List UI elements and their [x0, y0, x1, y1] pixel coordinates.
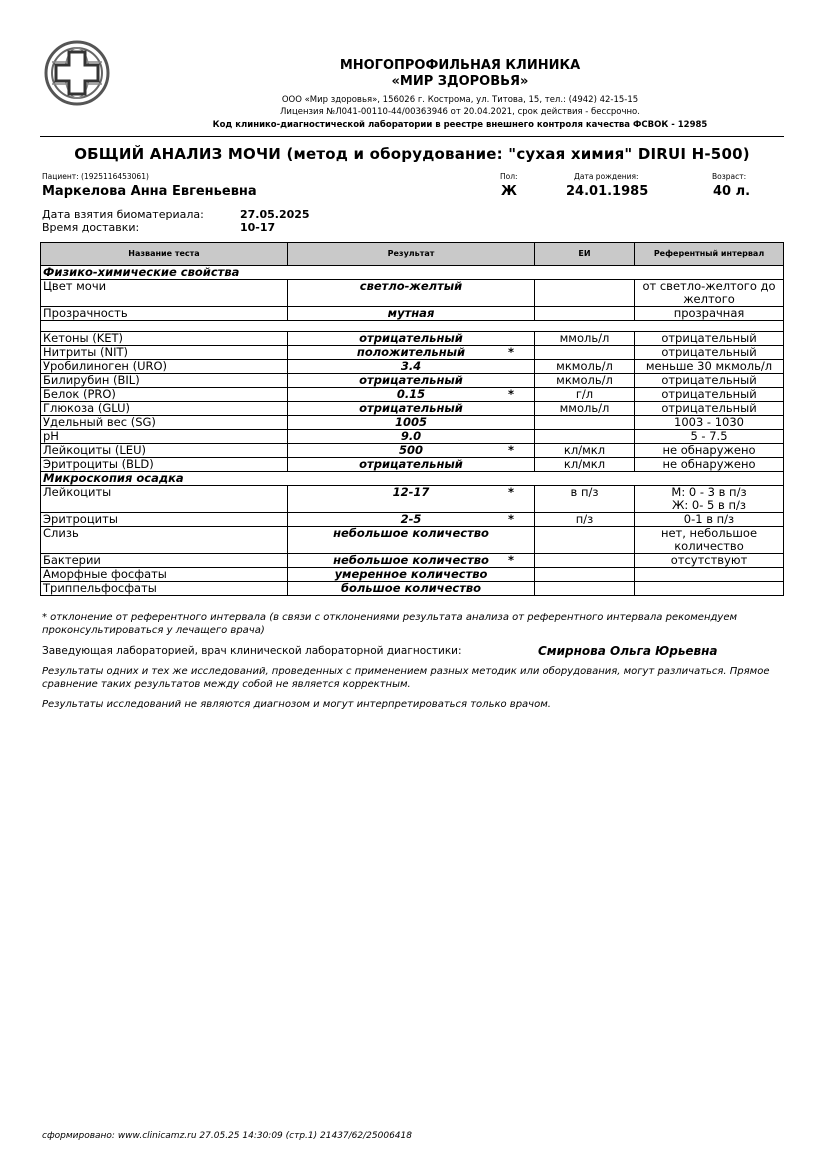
test-name-cell: Бактерии: [41, 554, 288, 568]
report-title: ОБЩИЙ АНАЛИЗ МОЧИ (метод и оборудование: "сухая химия" DIRUI H-500): [74, 145, 750, 163]
sample-date: 27.05.2025: [240, 208, 310, 221]
ref-line: не обнаружено: [662, 443, 756, 457]
clinic-logo: [44, 40, 110, 106]
result-value: небольшое количество: [333, 553, 489, 567]
unit-cell: [535, 416, 635, 430]
ref-cell: [635, 486, 784, 513]
unit-cell: [535, 430, 635, 444]
test-name-cell: pH: [41, 430, 288, 444]
result-cell: [288, 582, 535, 596]
unit-cell: в п/з: [535, 486, 635, 513]
result-value: отрицательный: [359, 457, 463, 471]
clinic-registry: Код клинико-диагностической лаборатории в реестре внешнего контроля качества ФСВОК - 12985: [212, 120, 708, 130]
clinic-name-line2: «МИР ЗДОРОВЬЯ»: [391, 74, 529, 89]
test-name-cell: Глюкоза (GLU): [41, 402, 288, 416]
ref-cell: [635, 458, 784, 472]
ref-cell: [635, 430, 784, 444]
ref-line: отрицательный: [661, 387, 757, 401]
unit-cell: кл/мкл: [535, 458, 635, 472]
unit-cell: кл/мкл: [535, 444, 635, 458]
unit-cell: г/л: [535, 388, 635, 402]
test-name-cell: Белок (PRO): [41, 388, 288, 402]
result-cell: [288, 360, 535, 374]
test-name-cell: Лейкоциты: [41, 486, 288, 513]
ref-line: отрицательный: [661, 331, 757, 345]
section-row: [41, 266, 784, 280]
deviation-flag: *: [507, 512, 514, 526]
test-name-cell: Слизь: [41, 527, 288, 554]
result-value: 1005: [394, 415, 427, 429]
test-name-cell: Кетоны (KET): [41, 332, 288, 346]
ref-line: 0-1 в п/з: [683, 512, 735, 526]
methods-note: Результаты одних и тех же исследований, проведенных с применением разных методик или оборудования, могут различаться. Прямое сравнение таких результатов между собой не является корректным.: [42, 666, 770, 690]
result-cell: [288, 444, 535, 458]
unit-cell: [535, 307, 635, 321]
ref-line: 5 - 7.5: [690, 429, 728, 443]
result-cell: [288, 568, 535, 582]
ref-line: 1003 - 1030: [674, 415, 744, 429]
test-name-cell: Триппельфосфаты: [41, 582, 288, 596]
result-value: 500: [398, 443, 423, 457]
test-name-cell: Эритроциты (BLD): [41, 458, 288, 472]
table-row: [41, 513, 784, 527]
ref-line: прозрачная: [673, 306, 745, 320]
clinic-license: Лицензия №Л041-00110-44/00363946 от 20.04.2021, срок действия - бессрочно.: [280, 107, 640, 117]
deviation-flag: *: [507, 553, 514, 567]
ref-line: отрицательный: [661, 373, 757, 387]
table-row: [41, 360, 784, 374]
result-cell: [288, 430, 535, 444]
clinic-address: ООО «Мир здоровья», 156026 г. Кострома, ул. Титова, 15, тел.: (4942) 42-15-15: [281, 95, 639, 105]
result-value: 9.0: [400, 429, 422, 443]
ref-cell: [635, 416, 784, 430]
result-value: небольшое количество: [333, 526, 489, 540]
results-table: [40, 242, 784, 596]
test-name-cell: Аморфные фосфаты: [41, 568, 288, 582]
dob-label: Дата рождения:: [574, 172, 639, 181]
ref-cell: [635, 582, 784, 596]
test-name-cell: Нитриты (NIT): [41, 346, 288, 360]
table-row: [41, 554, 784, 568]
ref-line: М: 0 - 3 в п/з: [671, 485, 747, 499]
sample-date-label: Дата взятия биоматериала:: [42, 208, 204, 221]
unit-cell: ммоль/л: [535, 332, 635, 346]
table-row: [41, 388, 784, 402]
deviation-flag: *: [507, 345, 514, 359]
result-value: положительный: [356, 345, 466, 359]
table-row: [41, 444, 784, 458]
deviation-note: * отклонение от референтного интервала (в связи с отклонениями результата анализа от референтного интервала рекомендуем проконсультироваться у лечащего врача): [42, 612, 738, 636]
unit-cell: мкмоль/л: [535, 374, 635, 388]
table-row: [41, 280, 784, 307]
head-of-lab-label: Заведующая лабораторией, врач клинической лабораторной диагностики:: [42, 645, 462, 657]
unit-cell: [535, 280, 635, 307]
table-row: [41, 582, 784, 596]
delivery-time: 10-17: [240, 221, 276, 234]
ref-cell: [635, 346, 784, 360]
ref-line: нет, небольшое количество: [660, 526, 758, 553]
table-row: [41, 527, 784, 554]
table-row: [41, 307, 784, 321]
table-row: [41, 346, 784, 360]
table-row: [41, 486, 784, 513]
ref-line: отрицательный: [661, 345, 757, 359]
header-result: Результат: [288, 243, 535, 266]
table-row: [41, 430, 784, 444]
table-header-row: [41, 243, 784, 266]
header-ref: Референтный интервал: [635, 243, 784, 266]
patient-label: Пациент: (1925116453061): [42, 172, 149, 181]
deviation-flag: *: [507, 443, 514, 457]
result-cell: [288, 402, 535, 416]
delivery-time-label: Время доставки:: [42, 221, 140, 234]
blank-row: [41, 321, 784, 332]
ref-cell: [635, 554, 784, 568]
result-cell: [288, 346, 535, 360]
unit-cell: п/з: [535, 513, 635, 527]
unit-cell: [535, 582, 635, 596]
patient-name: Маркелова Анна Евгеньевна: [42, 184, 257, 199]
test-name-cell: Удельный вес (SG): [41, 416, 288, 430]
ref-cell: [635, 568, 784, 582]
result-value: 12-17: [392, 485, 430, 499]
result-cell: [288, 527, 535, 554]
section-row: [41, 472, 784, 486]
result-cell: [288, 280, 535, 307]
table-row: [41, 458, 784, 472]
result-cell: [288, 416, 535, 430]
test-name-cell: Лейкоциты (LEU): [41, 444, 288, 458]
ref-cell: [635, 307, 784, 321]
globe-cross-icon: [44, 40, 110, 106]
ref-line: отсутствуют: [670, 553, 748, 567]
ref-cell: [635, 360, 784, 374]
header-test-name: Название теста: [41, 243, 288, 266]
ref-cell: [635, 527, 784, 554]
unit-cell: [535, 554, 635, 568]
table-row: [41, 332, 784, 346]
patient-sex: Ж: [501, 184, 517, 199]
deviation-flag: *: [507, 485, 514, 499]
result-value: светло-желтый: [359, 279, 463, 293]
header-divider: [40, 136, 784, 137]
result-cell: [288, 307, 535, 321]
ref-cell: [635, 444, 784, 458]
result-value: отрицательный: [359, 401, 463, 415]
clinic-name-line1: МНОГОПРОФИЛЬНАЯ КЛИНИКА: [339, 58, 581, 73]
result-value: умеренное количество: [334, 567, 488, 581]
result-value: отрицательный: [359, 331, 463, 345]
table-row: [41, 374, 784, 388]
patient-age: 40 л.: [713, 184, 751, 199]
result-cell: [288, 458, 535, 472]
ref-cell: [635, 280, 784, 307]
result-value: 3.4: [400, 359, 422, 373]
result-cell: [288, 486, 535, 513]
ref-line: меньше 30 мкмоль/л: [645, 359, 773, 373]
ref-line: от светло-желтого до желтого: [642, 279, 776, 306]
result-value: 0.15: [396, 387, 426, 401]
unit-cell: [535, 346, 635, 360]
clinic-name: [290, 58, 630, 90]
sex-label: Пол:: [500, 172, 518, 181]
table-row: [41, 416, 784, 430]
result-value: большое количество: [340, 581, 482, 595]
footer-generated: сформировано: www.clinicamz.ru 27.05.25 14:30:09 (стр.1) 21437/62/25006418: [42, 1131, 412, 1141]
result-value: мутная: [387, 306, 435, 320]
unit-cell: [535, 568, 635, 582]
table-row: [41, 568, 784, 582]
ref-line: не обнаружено: [662, 457, 756, 471]
patient-dob: 24.01.1985: [566, 184, 649, 199]
ref-cell: [635, 513, 784, 527]
section-title: Физико-химические свойства: [41, 266, 784, 280]
result-cell: [288, 513, 535, 527]
ref-cell: [635, 332, 784, 346]
test-name-cell: Цвет мочи: [41, 280, 288, 307]
disclaimer-note: Результаты исследований не являются диагнозом и могут интерпретироваться только врачом.: [42, 699, 551, 710]
result-value: отрицательный: [359, 373, 463, 387]
result-cell: [288, 554, 535, 568]
section-title: Микроскопия осадка: [41, 472, 784, 486]
table-row: [41, 402, 784, 416]
head-of-lab-name: Смирнова Ольга Юрьевна: [538, 644, 718, 658]
ref-cell: [635, 402, 784, 416]
test-name-cell: Уробилиноген (URO): [41, 360, 288, 374]
test-name-cell: Билирубин (BIL): [41, 374, 288, 388]
ref-line: отрицательный: [661, 401, 757, 415]
result-cell: [288, 374, 535, 388]
result-cell: [288, 388, 535, 402]
unit-cell: мкмоль/л: [535, 360, 635, 374]
ref-cell: [635, 374, 784, 388]
age-label: Возраст:: [712, 172, 747, 181]
ref-cell: [635, 388, 784, 402]
unit-cell: [535, 527, 635, 554]
test-name-cell: Прозрачность: [41, 307, 288, 321]
result-cell: [288, 332, 535, 346]
unit-cell: ммоль/л: [535, 402, 635, 416]
header-unit: ЕИ: [535, 243, 635, 266]
ref-line: Ж: 0- 5 в п/з: [672, 498, 746, 512]
test-name-cell: Эритроциты: [41, 513, 288, 527]
result-value: 2-5: [400, 512, 422, 526]
deviation-flag: *: [507, 387, 514, 401]
blank-cell: [41, 321, 784, 332]
